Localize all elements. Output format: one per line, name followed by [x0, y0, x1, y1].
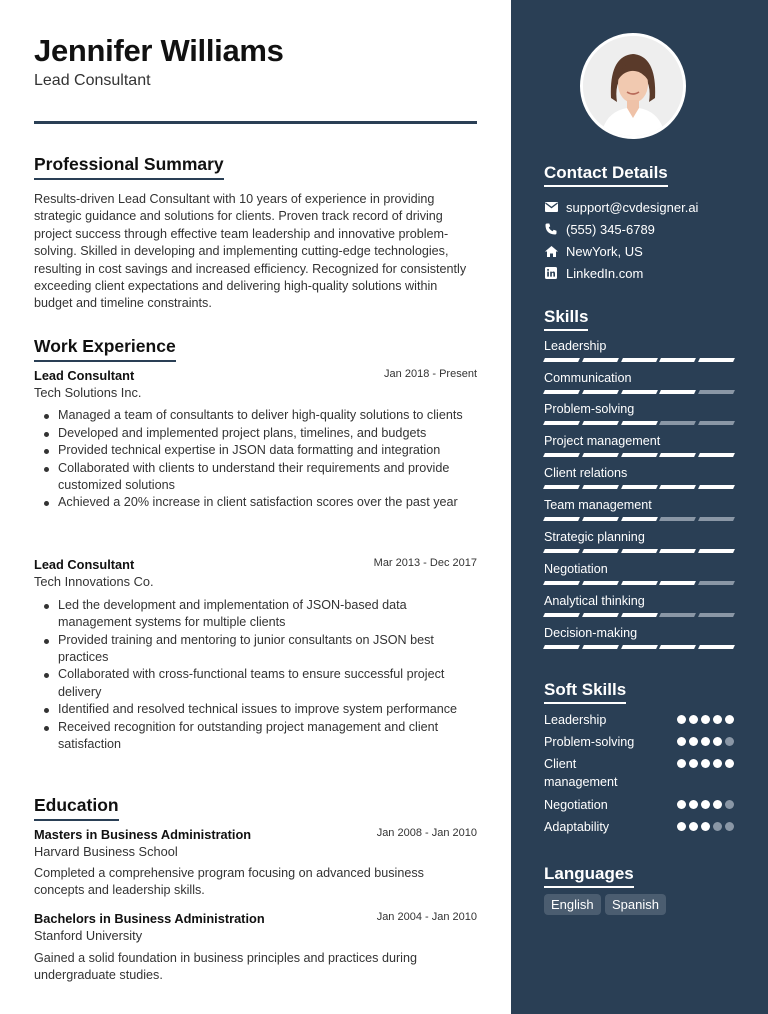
contact-phone-text: (555) 345-6789 — [566, 221, 655, 237]
skill-level-segment — [621, 453, 658, 457]
rating-dot — [677, 715, 686, 724]
skill-item — [544, 466, 734, 489]
rating-dot — [689, 715, 698, 724]
contact-location — [544, 242, 643, 260]
skill-level-segment — [659, 581, 696, 585]
avatar — [580, 33, 686, 139]
list-item: Developed and implemented project plans, timelines, and budgets — [34, 425, 477, 442]
skill-level-segment — [543, 581, 580, 585]
skill-level-segment — [621, 645, 658, 649]
job-2-dates: Mar 2013 - Dec 2017 — [373, 557, 477, 569]
soft-skill-label: Adaptability — [544, 820, 610, 834]
job-1-role: Lead Consultant — [34, 368, 135, 383]
skill-level-segment — [698, 645, 735, 649]
skill-label: Client relations — [544, 466, 628, 480]
skill-item — [544, 626, 734, 649]
contact-email-text: support@cvdesigner.ai — [566, 199, 699, 215]
rating-dot — [677, 759, 686, 768]
skill-level-segment — [582, 421, 619, 425]
skill-level-segment — [543, 421, 580, 425]
contact-email[interactable] — [544, 198, 698, 216]
skill-level-segment — [698, 421, 735, 425]
rating-dot — [725, 759, 734, 768]
rating-dot — [689, 800, 698, 809]
skill-label: Negotiation — [544, 562, 608, 576]
rating-dot — [725, 737, 734, 746]
skill-level-segment — [659, 517, 696, 521]
skill-level-segment — [659, 390, 696, 394]
skill-level-segment — [698, 485, 735, 489]
skill-item — [544, 434, 734, 457]
rating-dot — [701, 800, 710, 809]
rating-dot — [701, 759, 710, 768]
soft-skills-heading: Soft Skills — [544, 680, 626, 704]
skill-level-bar — [544, 613, 734, 617]
rating-dot — [701, 737, 710, 746]
skill-level-segment — [698, 390, 735, 394]
skill-level-segment — [698, 613, 735, 617]
skill-level-segment — [621, 485, 658, 489]
skill-level-segment — [543, 358, 580, 362]
skill-level-segment — [543, 645, 580, 649]
skill-label: Leadership — [544, 339, 607, 353]
job-1-company: Tech Solutions Inc. — [34, 385, 142, 400]
skill-level-segment — [659, 358, 696, 362]
rating-dot — [713, 759, 722, 768]
skill-level-segment — [659, 549, 696, 553]
skill-level-segment — [659, 453, 696, 457]
skill-item — [544, 594, 734, 617]
phone-icon — [544, 222, 558, 236]
list-item: Provided training and mentoring to junior consultants on JSON best practices — [34, 632, 477, 666]
skill-level-segment — [582, 517, 619, 521]
rating-dot — [701, 822, 710, 831]
skill-level-segment — [543, 517, 580, 521]
skill-level-segment — [582, 645, 619, 649]
rating-dot — [725, 822, 734, 831]
contact-location-text: NewYork, US — [566, 243, 643, 259]
language-badge: Spanish — [605, 894, 666, 915]
skill-level-segment — [621, 613, 658, 617]
edu-1-school: Harvard Business School — [34, 844, 178, 859]
skill-level-segment — [582, 613, 619, 617]
skill-level-segment — [698, 581, 735, 585]
summary-heading: Professional Summary — [34, 154, 224, 180]
skill-level-bar — [544, 358, 734, 362]
skill-level-segment — [582, 358, 619, 362]
skill-level-segment — [543, 390, 580, 394]
list-item: Managed a team of consultants to deliver high-quality solutions to clients — [34, 407, 477, 424]
skill-level-segment — [543, 613, 580, 617]
skill-level-segment — [582, 549, 619, 553]
skill-level-segment — [621, 581, 658, 585]
soft-skill-item — [544, 818, 734, 836]
contact-phone[interactable] — [544, 220, 655, 238]
skill-level-segment — [659, 645, 696, 649]
skill-level-segment — [621, 549, 658, 553]
list-item: Provided technical expertise in JSON data formatting and integration — [34, 442, 477, 459]
experience-heading: Work Experience — [34, 336, 176, 362]
list-item: Identified and resolved technical issues to improve system performance — [34, 701, 477, 718]
skill-level-bar — [544, 581, 734, 585]
candidate-name: Jennifer Williams — [34, 33, 284, 68]
list-item: Led the development and implementation of JSON-based data management systems for multiple clients — [34, 597, 477, 631]
skill-item — [544, 530, 734, 553]
job-2-bullets — [34, 597, 477, 753]
skill-level-segment — [582, 390, 619, 394]
skill-label: Strategic planning — [544, 530, 645, 544]
skill-level-segment — [582, 485, 619, 489]
skill-item — [544, 339, 734, 362]
list-item: Received recognition for outstanding project management and client satisfaction — [34, 719, 477, 753]
skill-level-segment — [659, 485, 696, 489]
list-item: Collaborated with cross-functional teams to ensure successful project delivery — [34, 666, 477, 700]
contact-heading: Contact Details — [544, 163, 668, 187]
home-icon — [544, 244, 558, 258]
skill-level-bar — [544, 421, 734, 425]
rating-dot — [713, 822, 722, 831]
skill-label: Problem-solving — [544, 402, 635, 416]
rating-dot — [677, 800, 686, 809]
soft-skill-rating — [677, 800, 734, 809]
skill-level-segment — [582, 453, 619, 457]
skill-level-segment — [543, 549, 580, 553]
skill-level-segment — [621, 390, 658, 394]
soft-skill-rating — [677, 715, 734, 724]
edu-2-dates: Jan 2004 - Jan 2010 — [376, 911, 477, 923]
rating-dot — [725, 715, 734, 724]
soft-skill-rating — [677, 822, 734, 831]
envelope-icon — [544, 200, 558, 214]
skill-label: Communication — [544, 371, 632, 385]
languages-heading: Languages — [544, 864, 634, 888]
edu-2-degree: Bachelors in Business Administration — [34, 911, 265, 926]
edu-1-description: Completed a comprehensive program focusing on advanced business concepts and leadership skills. — [34, 866, 424, 898]
edu-1-dates: Jan 2008 - Jan 2010 — [376, 827, 477, 839]
skill-level-segment — [659, 613, 696, 617]
rating-dot — [725, 800, 734, 809]
profile-photo-icon — [583, 36, 683, 136]
skill-level-segment — [621, 517, 658, 521]
sidebar — [511, 0, 768, 1014]
contact-linkedin[interactable] — [544, 264, 643, 282]
edu-2-school: Stanford University — [34, 928, 143, 943]
skill-level-bar — [544, 390, 734, 394]
skill-level-segment — [543, 453, 580, 457]
skill-level-segment — [659, 421, 696, 425]
edu-1-degree: Masters in Business Administration — [34, 827, 252, 842]
skill-level-segment — [698, 517, 735, 521]
skill-level-segment — [582, 581, 619, 585]
skill-label: Analytical thinking — [544, 594, 645, 608]
skill-level-bar — [544, 517, 734, 521]
skill-label: Team management — [544, 498, 652, 512]
list-item: Achieved a 20% increase in client satisfaction scores over the past year — [34, 494, 477, 511]
rating-dot — [689, 759, 698, 768]
soft-skill-item — [544, 711, 734, 729]
skill-label: Decision-making — [544, 626, 638, 640]
skill-level-segment — [543, 485, 580, 489]
skill-level-segment — [698, 453, 735, 457]
skill-level-segment — [621, 421, 658, 425]
soft-skill-item — [544, 796, 734, 814]
skill-level-segment — [698, 358, 735, 362]
skills-heading: Skills — [544, 307, 588, 331]
skill-level-bar — [544, 549, 734, 553]
skill-level-bar — [544, 453, 734, 457]
skill-level-bar — [544, 485, 734, 489]
soft-skill-item — [544, 733, 734, 751]
skill-item — [544, 498, 734, 521]
header-divider — [34, 121, 477, 124]
rating-dot — [689, 737, 698, 746]
list-item: Collaborated with clients to understand their requirements and provide customized solutions — [34, 460, 477, 494]
language-badge: English — [544, 894, 601, 915]
job-2-header — [34, 557, 477, 589]
job-1-bullets — [34, 407, 477, 512]
skill-level-segment — [621, 358, 658, 362]
linkedin-icon — [544, 266, 558, 280]
skill-level-segment — [698, 549, 735, 553]
rating-dot — [713, 737, 722, 746]
rating-dot — [677, 822, 686, 831]
rating-dot — [713, 800, 722, 809]
soft-skill-label: Leadership — [544, 713, 607, 727]
soft-skill-item — [544, 755, 734, 791]
soft-skill-rating — [677, 759, 734, 768]
edu-1-header — [34, 827, 477, 859]
skill-level-bar — [544, 645, 734, 649]
soft-skill-label: Client management — [544, 757, 618, 789]
education-heading: Education — [34, 795, 119, 821]
rating-dot — [701, 715, 710, 724]
soft-skill-rating — [677, 737, 734, 746]
skill-item — [544, 562, 734, 585]
summary-text: Results-driven Lead Consultant with 10 years of experience in providing strategic guidance and solutions for clients. Proven track record of driving project success through effective team leadership and innovative problem-solving. Skilled in developing and implementing cutting-edge technologies, resulting in cost savings and increased efficiency. Recognized for consistently exceeding client expectations and delivering high-quality solutions within budget and timeline constraints. — [34, 192, 467, 311]
candidate-title: Lead Consultant — [34, 72, 151, 89]
skill-item — [544, 371, 734, 394]
soft-skill-label: Negotiation — [544, 798, 608, 812]
rating-dot — [677, 737, 686, 746]
job-2-role: Lead Consultant — [34, 557, 135, 572]
job-1-header — [34, 368, 477, 400]
job-2-company: Tech Innovations Co. — [34, 574, 154, 589]
rating-dot — [713, 715, 722, 724]
skill-label: Project management — [544, 434, 661, 448]
edu-2-description: Gained a solid foundation in business principles and practices during undergraduate studies. — [34, 951, 417, 983]
edu-2-header — [34, 911, 477, 943]
soft-skill-label: Problem-solving — [544, 735, 635, 749]
rating-dot — [689, 822, 698, 831]
skill-item — [544, 402, 734, 425]
job-1-dates: Jan 2018 - Present — [384, 368, 477, 380]
contact-linkedin-text: LinkedIn.com — [566, 265, 644, 281]
